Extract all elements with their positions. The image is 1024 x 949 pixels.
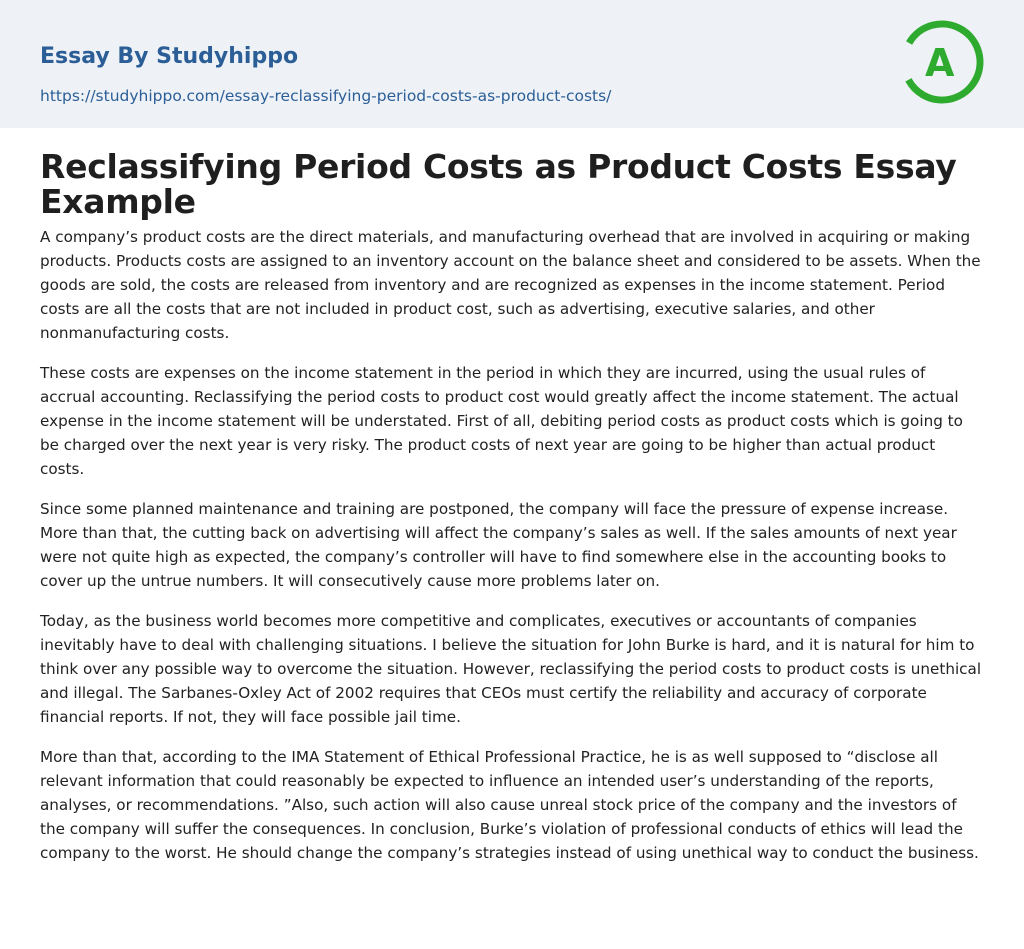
article [0, 149, 1024, 865]
site-header [0, 0, 1024, 128]
paragraph-1: A company’s product costs are the direct materials, and manufacturing overhead that are involved in acquiring or making products. Products costs are assigned to an inventory account on the balance sheet and considered to be assets. When the goods are sold, the costs are released from inventory and are recognized as expenses in the income statement. Period costs are all the costs that are not included in product cost, such as advertising, executive salaries, and other nonmanufacturing costs. [40, 228, 981, 342]
paragraph-3: Since some planned maintenance and training are postponed, the company will face the pressure of expense increase. More than that, the cutting back on advertising will affect the company’s sales as well. If the sales amounts of next year were not quite high as expected, the company’s controller will have to find somewhere else in the accounting books to cover up the untrue numbers. It will consecutively cause more problems later on. [40, 500, 957, 590]
logo-letter: A [925, 41, 955, 85]
page-title: Reclassifying Period Costs as Product Costs Essay Example [40, 147, 957, 221]
site-brand[interactable]: Essay By Studyhippo [40, 44, 299, 69]
studyhippo-logo-icon[interactable] [899, 19, 985, 105]
paragraph-5: More than that, according to the IMA Statement of Ethical Professional Practice, he is as well supposed to “disclose all relevant information that could reasonably be expected to influence an intended user’s understanding of the reports, analyses, or recommendations. ”Also, such action will also cause unreal stock price of the company and the investors of the company will suffer the consequences. In conclusion, Burke’s violation of professional conducts of ethics will lead the company to the worst. He should change the company’s strategies instead of using unethical way to conduct the business. [40, 748, 979, 862]
paragraph-4: Today, as the business world becomes more competitive and complicates, executives or accountants of companies inevitably have to deal with challenging situations. I believe the situation for John Burke is hard, and it is natural for him to think over any possible way to overcome the situation. However, reclassifying the period costs to product costs is unethical and illegal. The Sarbanes-Oxley Act of 2002 requires that CEOs must certify the reliability and accuracy of corporate financial reports. If not, they will face possible jail time. [40, 612, 982, 726]
paragraph-2: These costs are expenses on the income statement in the period in which they are incurred, using the usual rules of accrual accounting. Reclassifying the period costs to product cost would greatly affect the income statement. The actual expense in the income statement will be understated. First of all, debiting period costs as product costs which is going to be charged over the next year is very risky. The product costs of next year are going to be higher than actual product costs. [40, 364, 963, 478]
page-url-link[interactable]: https://studyhippo.com/essay-reclassifying-period-costs-as-product-costs/ [40, 87, 612, 105]
